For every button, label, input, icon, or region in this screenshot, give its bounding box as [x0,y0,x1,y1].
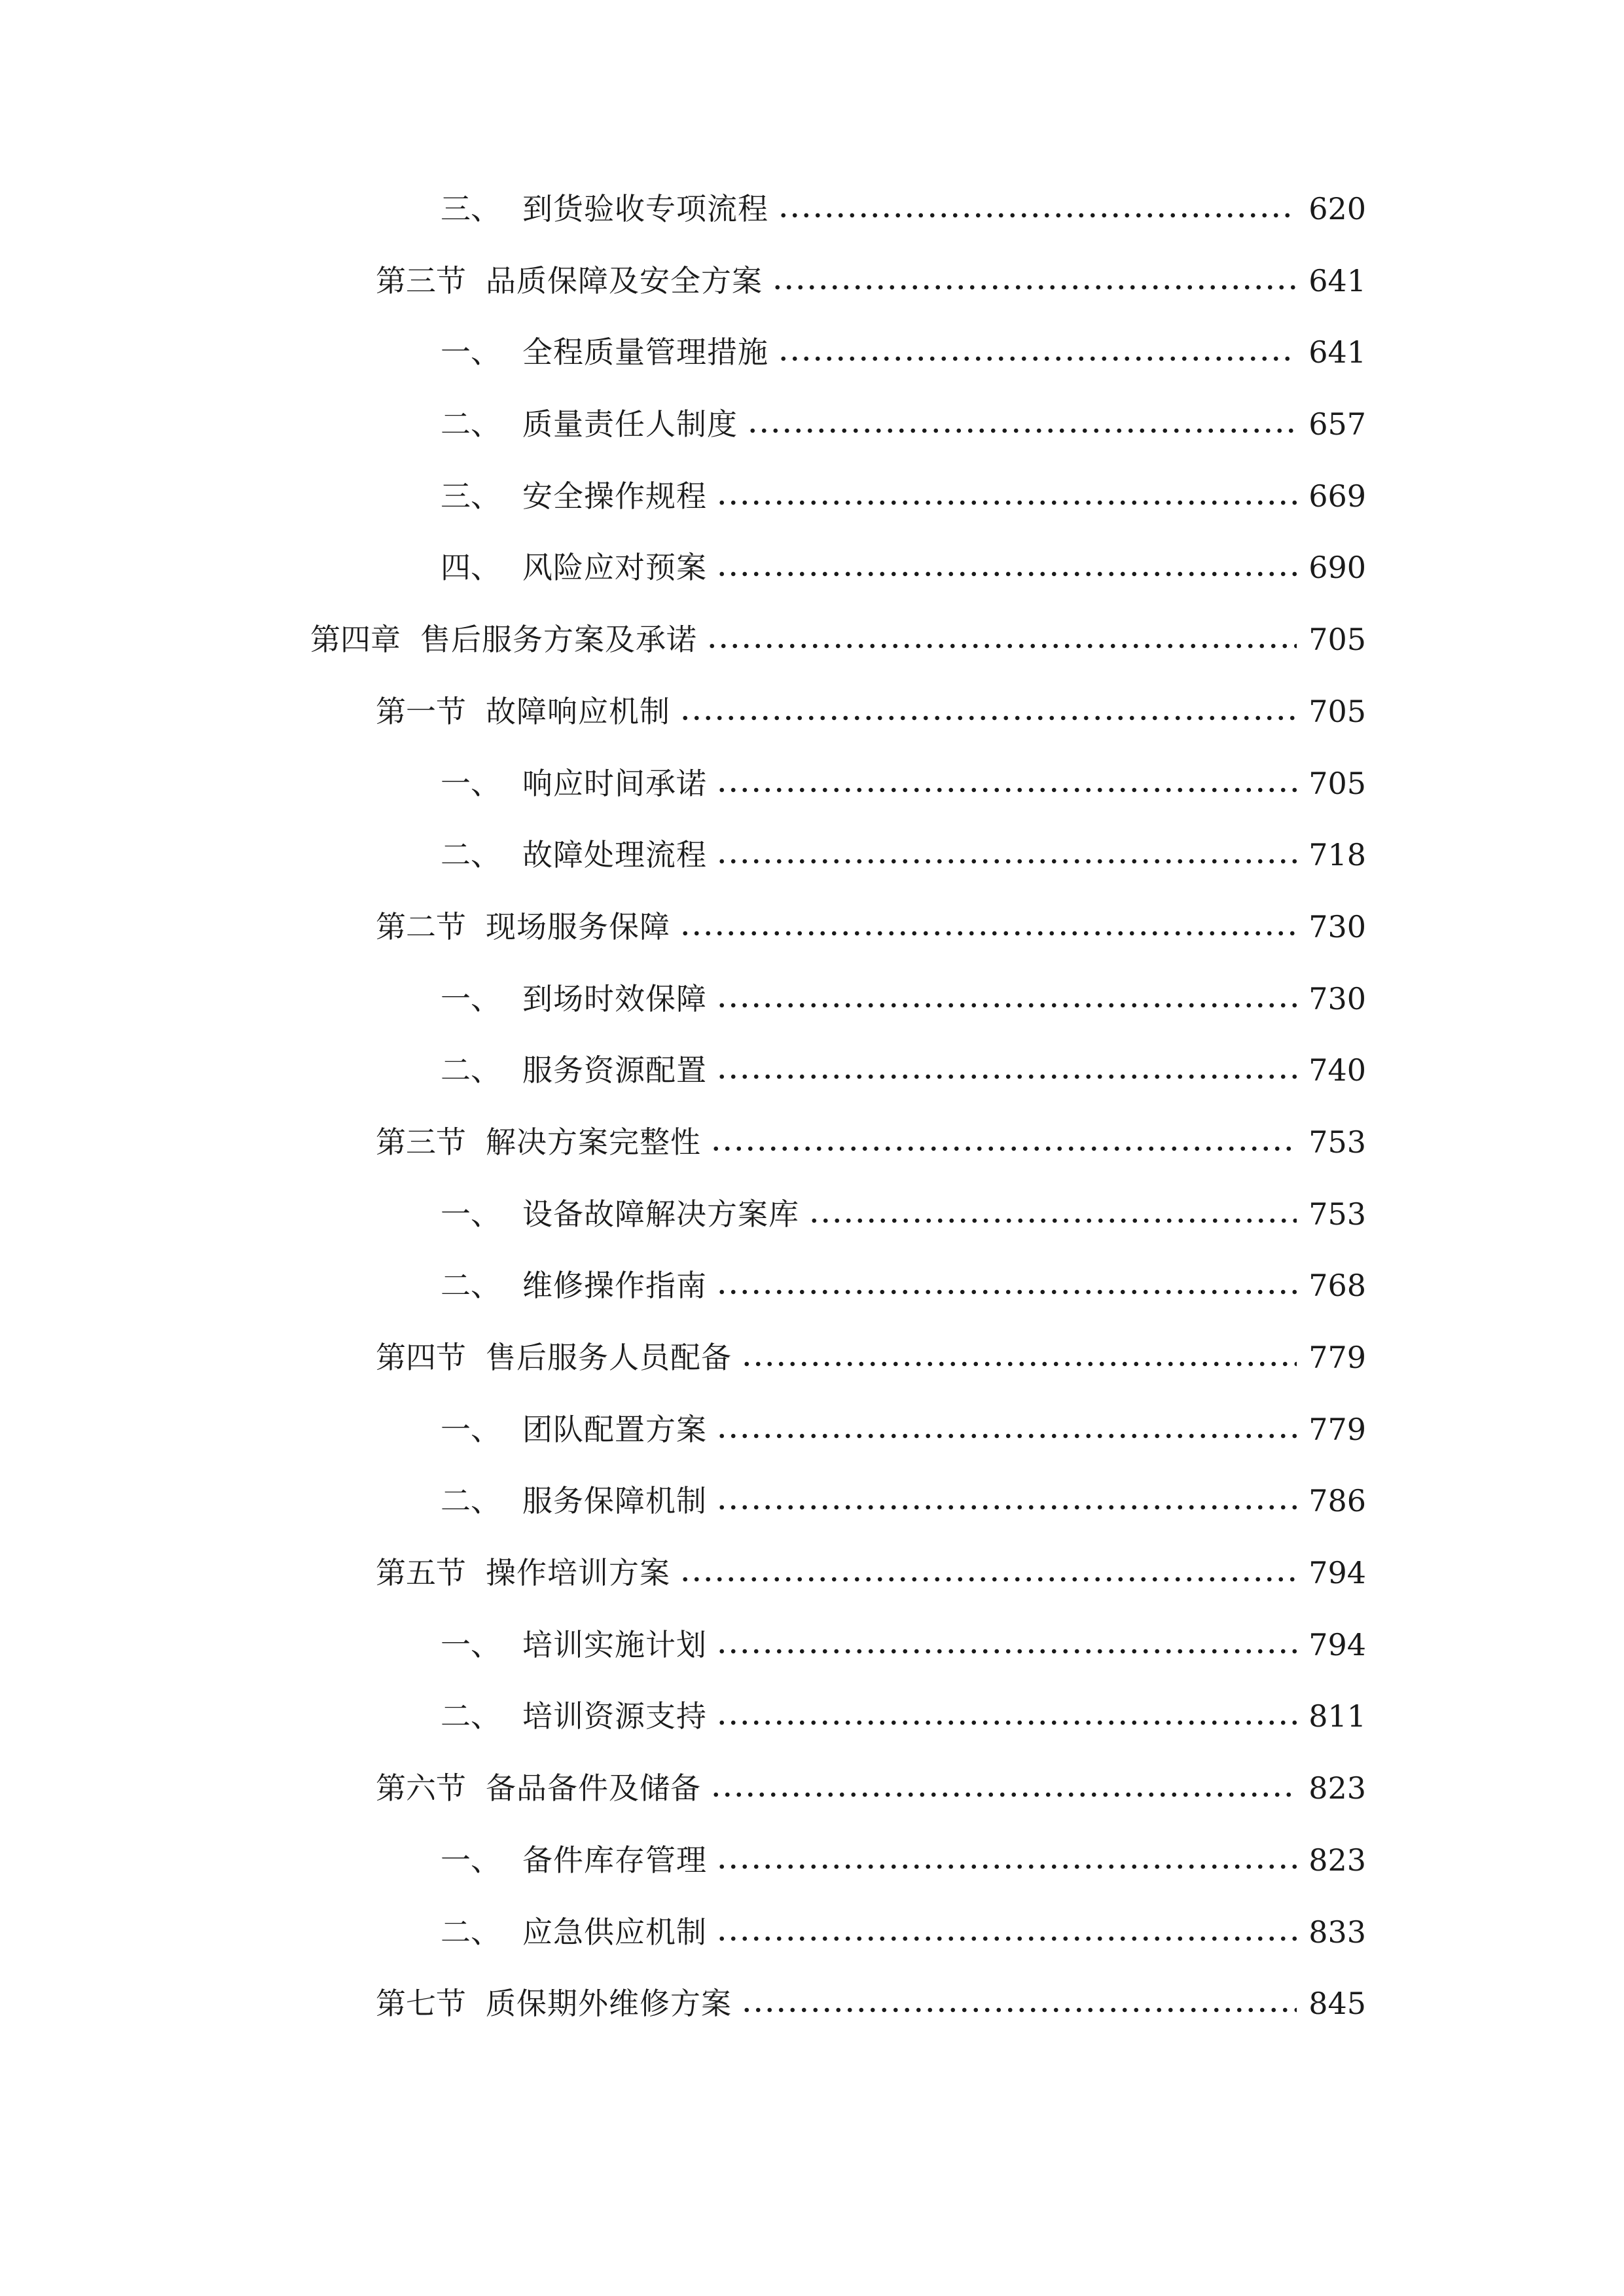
toc-entry-page-number: 620 [1308,191,1366,226]
toc-entry-page-number: 753 [1308,1124,1366,1160]
dot-leader [716,1840,1297,1880]
toc-entry-page-number: 753 [1308,1196,1366,1232]
toc-entry-page-number: 740 [1308,1052,1366,1088]
toc-entry[interactable] [0,978,1624,1050]
toc-entry-title: 安全操作规程 [522,478,707,514]
toc-entry-page-number: 811 [1308,1698,1366,1734]
toc-entry-line[interactable] [441,188,1366,229]
toc-entry-line[interactable] [376,260,1366,301]
toc-entry-title: 设备故障解决方案库 [522,1196,799,1232]
toc-entry-title: 故障处理流程 [522,837,707,873]
toc-entry-page-number: 779 [1308,1411,1366,1447]
toc-entry-number: 二、 [441,1914,501,1950]
toc-entry-number: 第七节 [376,1986,466,2022]
toc-entry-number: 第四节 [376,1340,466,1375]
toc-entry[interactable] [0,404,1624,476]
toc-entry-title: 品质保障及安全方案 [486,262,763,298]
dot-leader [716,763,1297,804]
dot-leader [716,834,1297,875]
toc-entry-number: 一、 [441,1196,501,1232]
dot-leader [716,1050,1297,1090]
toc-entry-title: 团队配置方案 [522,1411,707,1447]
toc-entry-line[interactable] [441,1696,1366,1736]
toc-entry-page-number: 823 [1308,1842,1366,1878]
toc-entry-number: 第四章 [310,622,401,658]
dot-leader [716,978,1297,1019]
toc-entry-title: 售后服务人员配备 [486,1340,732,1375]
toc-entry-number: 二、 [441,1052,501,1088]
table-of-contents [0,188,1624,2055]
toc-entry-page-number: 690 [1308,550,1366,586]
toc-entry-page-number: 794 [1308,1626,1366,1662]
toc-entry[interactable] [0,547,1624,619]
toc-entry[interactable] [0,1768,1624,1840]
toc-entry[interactable] [0,1624,1624,1696]
toc-entry-line[interactable] [441,404,1366,444]
toc-entry-number: 一、 [441,334,501,370]
toc-entry-page-number: 705 [1308,765,1366,801]
toc-entry-number: 一、 [441,1626,501,1662]
toc-entry-page-number: 641 [1308,334,1366,370]
toc-entry-page-number: 833 [1308,1914,1366,1950]
toc-entry-line[interactable] [376,691,1366,732]
toc-entry-title: 维修操作指南 [522,1268,707,1304]
toc-entry-title: 到场时效保障 [522,980,707,1016]
toc-entry-page-number: 705 [1308,693,1366,729]
toc-entry[interactable] [0,619,1624,691]
toc-entry-page-number: 779 [1308,1340,1366,1375]
toc-entry-number: 二、 [441,837,501,873]
toc-entry-page-number: 657 [1308,406,1366,442]
dot-leader [679,691,1297,732]
toc-entry[interactable] [0,1265,1624,1337]
toc-entry-number: 二、 [441,1268,501,1304]
toc-entry-line[interactable] [376,1983,1366,2024]
toc-entry-title: 响应时间承诺 [522,765,707,801]
toc-entry-page-number: 718 [1308,837,1366,873]
toc-entry-line[interactable] [441,1480,1366,1521]
toc-entry-title: 备件库存管理 [522,1842,707,1878]
toc-entry-title: 备品备件及储备 [486,1770,701,1806]
toc-entry-title: 应急供应机制 [522,1914,707,1950]
toc-entry-number: 二、 [441,1698,501,1734]
toc-entry[interactable] [0,834,1624,906]
toc-entry-number: 三、 [441,191,501,226]
toc-entry[interactable] [0,260,1624,332]
toc-entry-title: 解决方案完整性 [486,1124,701,1160]
dot-leader [747,404,1297,444]
toc-entry-number: 第六节 [376,1770,466,1806]
toc-entry-page-number: 823 [1308,1770,1366,1806]
toc-entry-number: 一、 [441,765,501,801]
toc-entry-title: 操作培训方案 [486,1555,670,1591]
toc-entry-line[interactable] [310,619,1366,660]
toc-entry-number: 二、 [441,406,501,442]
dot-leader [716,476,1297,516]
toc-entry-line[interactable] [441,1840,1366,1880]
toc-entry-line[interactable] [441,834,1366,875]
toc-entry-title: 质量责任人制度 [522,406,738,442]
dot-leader [741,1983,1297,2024]
toc-entry-line[interactable] [441,332,1366,372]
toc-entry[interactable] [0,476,1624,548]
dot-leader [778,332,1297,372]
dot-leader [772,260,1297,301]
toc-entry[interactable] [0,332,1624,404]
toc-entry[interactable] [0,1840,1624,1912]
toc-entry-number: 第二节 [376,908,466,944]
toc-entry-title: 服务保障机制 [522,1483,707,1519]
toc-entry-page-number: 705 [1308,622,1366,658]
toc-entry-line[interactable] [441,1265,1366,1306]
toc-entry-line[interactable] [376,1552,1366,1593]
dot-leader [716,1624,1297,1665]
toc-entry-page-number: 730 [1308,980,1366,1016]
toc-entry-line[interactable] [441,1624,1366,1665]
toc-entry-line[interactable] [376,1768,1366,1808]
dot-leader [716,1480,1297,1521]
toc-entry-title: 到货验收专项流程 [522,191,768,226]
toc-entry[interactable] [0,1050,1624,1122]
dot-leader [808,1194,1297,1234]
dot-leader [716,1912,1297,1952]
toc-entry-line[interactable] [441,978,1366,1019]
toc-entry[interactable] [0,691,1624,763]
toc-entry[interactable] [0,1552,1624,1624]
toc-entry-page-number: 768 [1308,1268,1366,1304]
toc-entry[interactable] [0,1122,1624,1194]
toc-entry-number: 二、 [441,1483,501,1519]
toc-entry-title: 故障响应机制 [486,693,670,729]
toc-entry-line[interactable] [441,476,1366,516]
dot-leader [716,547,1297,588]
toc-entry-line[interactable] [376,906,1366,947]
toc-entry[interactable] [0,1983,1624,2055]
toc-entry-title: 培训资源支持 [522,1698,707,1734]
toc-entry[interactable] [0,906,1624,978]
toc-entry-number: 第一节 [376,693,466,729]
dot-leader [710,1768,1297,1808]
toc-entry-line[interactable] [441,763,1366,804]
dot-leader [679,906,1297,947]
toc-entry-page-number: 669 [1308,478,1366,514]
toc-entry-line[interactable] [441,1050,1366,1090]
toc-entry-title: 现场服务保障 [486,908,670,944]
toc-entry-title: 服务资源配置 [522,1052,707,1088]
toc-entry-line[interactable] [441,1912,1366,1952]
toc-entry[interactable] [0,763,1624,835]
toc-entry-title: 风险应对预案 [522,550,707,586]
toc-entry-number: 一、 [441,980,501,1016]
toc-entry-title: 全程质量管理措施 [522,334,768,370]
toc-entry-number: 四、 [441,550,501,586]
toc-entry-page-number: 730 [1308,908,1366,944]
toc-entry-title: 质保期外维修方案 [486,1986,732,2022]
toc-entry[interactable] [0,188,1624,260]
toc-entry-page-number: 845 [1308,1986,1366,2022]
toc-entry[interactable] [0,1409,1624,1481]
toc-entry-page-number: 641 [1308,262,1366,298]
dot-leader [741,1337,1297,1378]
toc-entry-line[interactable] [376,1122,1366,1162]
toc-entry-title: 售后服务方案及承诺 [420,622,697,658]
dot-leader [778,188,1297,229]
toc-entry[interactable] [0,1696,1624,1768]
dot-leader [716,1265,1297,1306]
dot-leader [716,1696,1297,1736]
toc-entry-number: 三、 [441,478,501,514]
dot-leader [710,1122,1297,1162]
toc-entry[interactable] [0,1194,1624,1266]
toc-entry[interactable] [0,1480,1624,1552]
toc-entry-line[interactable] [441,1409,1366,1450]
toc-entry[interactable] [0,1337,1624,1409]
toc-entry-line[interactable] [441,547,1366,588]
toc-entry-number: 第三节 [376,262,466,298]
toc-entry-number: 第三节 [376,1124,466,1160]
dot-leader [679,1552,1297,1593]
toc-entry[interactable] [0,1912,1624,1984]
toc-entry-number: 第五节 [376,1555,466,1591]
dot-leader [716,1409,1297,1450]
toc-entry-page-number: 786 [1308,1483,1366,1519]
toc-entry-line[interactable] [441,1194,1366,1234]
toc-entry-page-number: 794 [1308,1555,1366,1591]
dot-leader [706,619,1297,660]
toc-entry-number: 一、 [441,1842,501,1878]
toc-entry-line[interactable] [376,1337,1366,1378]
toc-entry-title: 培训实施计划 [522,1626,707,1662]
toc-entry-number: 一、 [441,1411,501,1447]
